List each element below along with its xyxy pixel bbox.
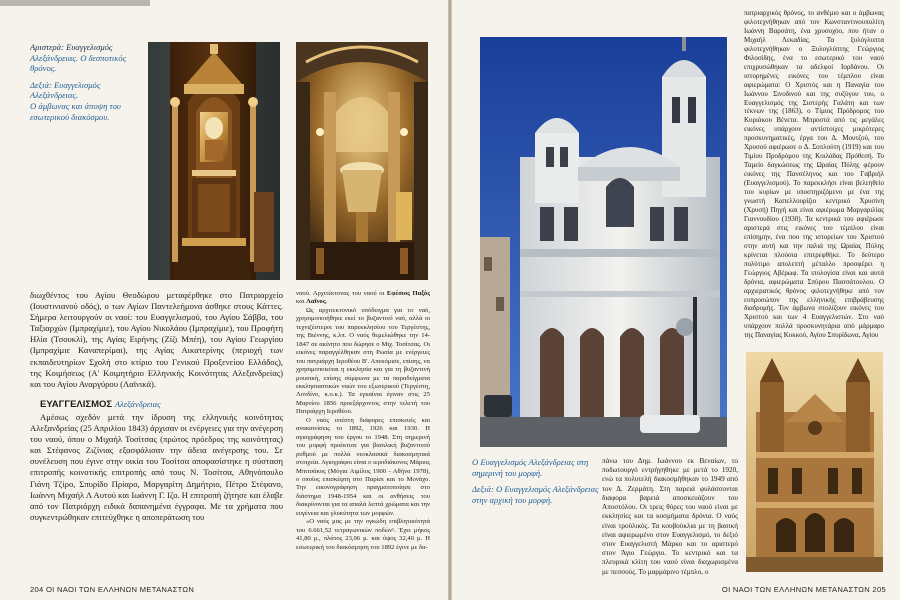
architect-name: Εφέσιος Παξός [386, 290, 430, 297]
paragraph: Αμέσως σχεδόν μετά την ίδρυση της ελληνικής κοινότητας Αλεξανδρείας (25 Απριλίου 1843) άρχισαν οι ενέργειες για την ανέγερση του ναού, όπου ο Μιχαήλ Τοσίτσας (πρώτος πρόεδρος της κοινότητας) και Στέφανος Ζιζίνιας εξασφάλισαν την άδεια ανέγερσης του. Σε συνέλευση που έγινε στην οικία του Τοσίτσα αποφασίστηκε η σύσταση επιτροπής κοινοτικής επιτροπής από τους Ν. Τοσίτσα, Αθηνόπουλο Γιάνη Τζίρο, Σπυρίδο Πρίαρο, Μαργαρίτη Δημήτριο, Πέτρο Στέφανο, Ιωάννη Μιχαήλ Λ Αυτού και Ιωάννη Γ. Ιζο. Η επιτροπή ζήτησε και έλαβε από τον Πατριάρχη ειδικά δαπανημένα έγγραφα. Με τα χρήματα που συγκεντρώθηκαν επιτεύχθηκε η αποπεράτωση του [30, 411, 283, 522]
right-page [452, 0, 900, 600]
left-text-column-1 [30, 290, 283, 581]
paragraph: πάνω του Δημ. Ιωάννου εκ Βεναίων, το ποδωτουργό εντρήγηθηκε με μετά το 1920, ενώ τα πολυτελή διακοσμήθηκαν το 1949 από τον Δ. Ζερμάτη. Στη παρειά φυλάσσονται διαφορα βαρειά αποσκευάζουν του Αποστόλου. Οι τρεις θύρες του ναού είναι με εκκλησίες και τα κοσμήματα δρόνια. Ο ναός είναι τρούλικός. Τα κουβούκλια με τη βασική είναι αφιερωμένο στον Ευαγγελισμό, το δεξιό στον Ευαγγελιστή Μάρκο και το αριστερό στον Άγιο Γεώργιο. Το κεντρικό και τα πλευρικά κλίτη του ναού είναι διαχωρισμένα με πεσσούς. Το μαρμάρινο τέμπλο, ο [602, 457, 738, 576]
photo-pulpit-interior [296, 42, 428, 280]
left-photos-caption [30, 42, 142, 122]
page-folio-right: ΟΙ ΝΑΟΙ ΤΩΝ ΕΛΛΗΝΩΝ ΜΕΤΑΝΑΣΤΩΝ 205 [721, 585, 886, 594]
paragraph: Ως αρχιτεκτονικό υπόδειγμα για το ναό, χρησιμοποιήθηκε εκεί το βυζαντινό ναό, αλλά οι τεχνιζέστεροι του παρεκκλησίου του Τεργέστης, της Βιέννης, κ.λπ. Ο ναός θεμελιώθηκε την 14-1847 σε ακίνητο που δώρησε ο Μιχ. Τοσίτσας. Οι εικόνες παραγγέλθηκαν στη Ρωσία με ενέργειες του πατριάρχη Ιεροθέου Β'. Απεκόμισε, επίσης, να χρησιμοποιείται η εκκλησία και για τη βυζαντινή μουσική, επίσης σύμφωνα με τα παραδείγματα εκκλησιαστικών ναών του εξωτερικού (Τεργέστη, Λονδίνο, κ.ο.κ.). Τα εγκαίνια έγιναν στις 25 Μαρτίου 1856 προεξάρχοντος στην τελετή του Πατριάρχη Ιεροθέου. [296, 306, 430, 416]
text-run: . [325, 298, 328, 306]
caption-left-title: Αριστερά: Ευαγγελισμός [30, 42, 113, 52]
left-page [0, 0, 448, 600]
photo-church-exterior-today [480, 37, 727, 447]
caption-line-original: Δεξιά: Ο Ευαγγελισμός Αλεξάνδρειας στην αρχική του μορφή. [472, 484, 599, 505]
caption-right-line2: Ο άμβωνας και άποψη του εσωτερικού διακόσμου. [30, 100, 121, 122]
photo-bishops-throne [148, 42, 280, 280]
running-header-strip [0, 0, 150, 6]
right-bottom-text [602, 457, 738, 581]
paragraph [296, 290, 430, 307]
caption-line-today: Ο Ευαγγελισμός Αλεξάνδρειας στη σημερινή του μορφή. [472, 457, 589, 478]
caption-left-subtitle: Αλεξάνδρειας. Ο δεσποτικός θρόνος. [30, 52, 127, 74]
right-photos-caption [472, 457, 600, 505]
architect-name: Λαΐνος [306, 298, 326, 306]
text-run: ναού. Αρχιτέκτονας του ναού οι [296, 290, 387, 297]
paragraph: διωχθέντος του Αγίου Θεοδώρου μεταφέρθηκε στο Πατριαρχείο (Ιουστινιανού οδός), ο των Αγίων Παντελεήμονα άσθηκε στους Κάττες. Σήμερα λειτουργούν οι ναοί: του Ευαγγελισμού, του Αγίου Σάββα, του Ταξιαρχών (Ιμπραχίμιε), του Αγίου Νικολάου (Ιμπραχίμιε), του Προφήτη Ηλία (Τσουκλί), της Αγίας Ειρήνης (Ζίζι Μπέη), του Αγίου Γεωργίου (Ιμπραχίμιε Καναπερίμαι), της Αγίας Αικατερίνης (περιοχή των εκπαιδευτηρίων Σχολή στο κτίριο του Γενικού Προξενείου Ελλάδος), της Κοιμήσεως (Α' Κοιμητήριο Ελληνικής Κοινότητας Αλεξανδρείας) και του Αγίου Αναργύρου (Λαϊνικά). [30, 290, 283, 389]
left-text-column-2 [296, 290, 430, 581]
section-subtitle: Αλεξάνδρειας [114, 398, 161, 409]
right-text-column [744, 9, 884, 342]
section-heading [30, 399, 283, 410]
section-title: ΕΥΑΓΓΕΛΙΣΜΟΣ [40, 398, 113, 410]
paragraph: «Ο ναός μας με την ογκώδη επιβλητικότητά του 6.661,52 τετραγωνικών ποδών¹. Έχει μήκος 41,80 μ., πλάτος 23,06 μ. και ύψος 32,40 μ. Η εσωτερική του διακόσμηση του 1892 έγινε με δα- [296, 518, 430, 551]
page-folio-left: 204 ΟΙ ΝΑΟΙ ΤΩΝ ΕΛΛΗΝΩΝ ΜΕΤΑΝΑΣΤΩΝ [30, 585, 195, 594]
photo-church-original-form [746, 352, 883, 572]
paragraph: Ο ναός υπέστη διάφορες επισκευές και ανακαινίσεις το 1892, 1926 και 1930. Η αγιογράφηση του έργου το 1948. Στη σημερινή του μορφή προέκτισε για βασιλική βυζαντινού ρυθμού με πολλά νεοκλασικά διακοσμητικά στοιχεία. Αγιογράφοι είναι ο ιεροδιάκονος Μάριος Μπιτσάκος (Μόγια Αιμίλος 1900 - Αθήνα 1978), ο οποίος επισκέφτη στο Παρίσι και το Μονάχο. Την εικονογράφηση πραγματοποίησε στο διάστημα 1948-1954 και οι ανθήσεις του διακρίνονται για τα απαλά λεπτά χρώματα και την ευγένεια και γλυκύτητα των μορφών. [296, 416, 430, 517]
paragraph: πατριαρχικός θρόνος, το ανθέμιο και ο άμβωνας φιλοτεχνήθηκαν από τον Κωνσταντινουπολίτη Ιωάννη Βαρσάτη, ένα χρυσοχόο, που ήταν ο Μιχαήλ Λεκαδίας. Τα ξυλόγλυπτα φιλοτεχνήθηκαν ο Ξυλογλύπτης Γεώργιος Φιλοσίδης, ένα το εσωτερικό του ναού επιχρυσώθηκαν τα αδελφοί Ιορδάνου. Οι ιστορημένες εικόνες του τέμπλου είναι αφιερώματα: Ο Χριστός και η Παναγία του Ιωάννου Σινοδινού και της συζύγου του, ο Ευαγγελισμός της Σιστερής Γαλάτη και των τέκνων της (1863), ο Τίμιος Πρόδρομος του Κυριάκου Βένετα. Μπροστά από τις μεγάλες εικόνες υπάρχουν αντίστοιχες μικρότερες προσκυνηματικές, έργα του Δ. Μουτζού, του Χρυσού αφιέρωσε ο Δ. Σοπλούτη (1919) και του Τιμίου Προδρόμου της Κοιλάδας Πρόθεσή. Το Ταμείο δαγκώσεως της Ωραίας Πύλης φέρουν εικόνες της Πανσέληνος και του Γαβριήλ (Ευαγγελισμού). Το παρεκκλήσι είναι βελεηθείο του κυρίων με υποστηριζόμενο με ένα της γνωστή Καπελλουρίζιο κεντρικό Χρυσίνη (Χρυσή) Πηγή και είναι αφιέρωμα Μαργαριλίας Γιαννουδίου (1930). Τα κεντρικά του αφιέρωσε αριστερά στις εικόνες του τέμπλου είναι επίσημην, ένα που της ιστορείων του Χριστού στην αυτή και την παλιά της Ωραίας Πύλης κρίνεται πλούσια επιτρεφθήκε. Το δεύτερο πολύτιμο απολεπτή μέταλλο προσφέρει η Γεώργιος Αβέρωφ. Τα ιπολογίσα είναι και αυτά δρόνια, αφιερώματα Σπύρου Πασσάτουλου. Ο αρχιερατικός θρόνος φιλοτεχνήθηκε από τον ευπροσώπον της ελληνικής επιβράβευσης διαδρομής. Τον άμβωνα στολίζουν εικόνες του Χριστού και των 4 Ευαγγελιστών. Στο ναό υπάρχουν πολλά προσκυνητάρια από μάρμαρο της Παναγίας Κυκκού, Αγίου Σπυρίδωνα, Αγίου [744, 9, 884, 340]
caption-right-line1: Δεξιά: Ευαγγελισμός Αλεξάνδρειας. [30, 79, 101, 101]
text-run: και [296, 298, 307, 306]
